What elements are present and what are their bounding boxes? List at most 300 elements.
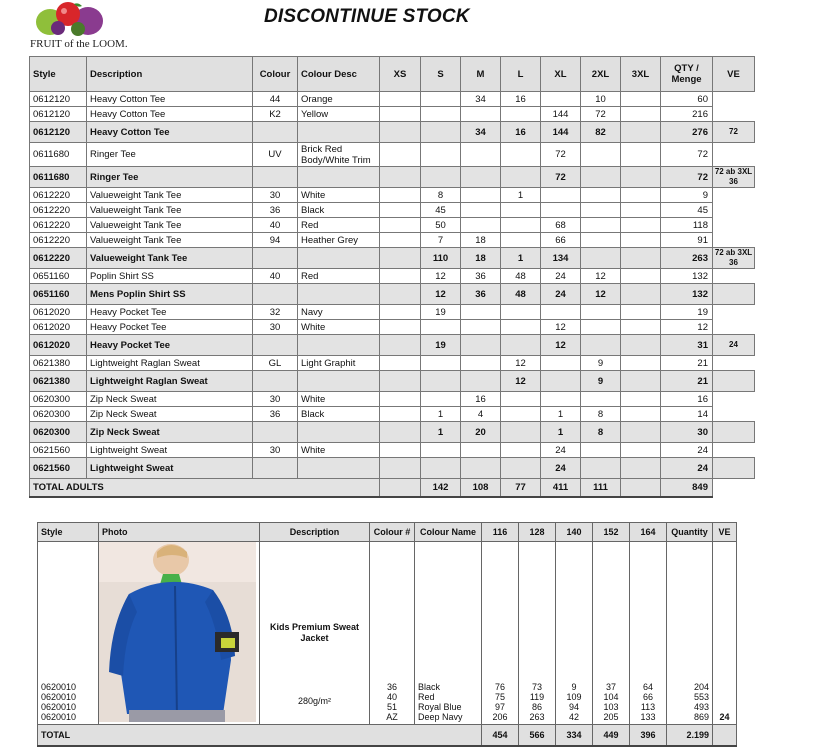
adult-stock-table bbox=[29, 56, 755, 498]
size-qty-m bbox=[461, 356, 501, 371]
colour-desc: Red bbox=[298, 269, 380, 284]
kids-total-label: TOTAL bbox=[38, 725, 482, 747]
kids-product-name: Kids Premium Sweat Jacket bbox=[269, 622, 360, 643]
stock-row bbox=[30, 143, 755, 167]
row-quantity: 72 bbox=[661, 167, 713, 188]
size-qty-l: 1 bbox=[501, 248, 541, 269]
size-qty-xs bbox=[380, 107, 421, 122]
style-code: 0611680 bbox=[30, 143, 87, 167]
size-qty-xl bbox=[541, 188, 581, 203]
colour-code bbox=[253, 335, 298, 356]
col-2xl: 2XL bbox=[581, 57, 621, 92]
size-qty-s: 45 bbox=[421, 203, 461, 218]
kids-colour-name-cell bbox=[415, 542, 482, 725]
size-qty-xxxl bbox=[621, 422, 661, 443]
kids-size-value: 103 bbox=[603, 702, 619, 712]
colour-code: 30 bbox=[253, 320, 298, 335]
size-qty-l: 1 bbox=[501, 188, 541, 203]
size-qty-s: 19 bbox=[421, 335, 461, 356]
ve-value bbox=[713, 443, 755, 458]
ve-value: 72 ab 3XL 36 bbox=[713, 248, 755, 269]
size-qty-s: 1 bbox=[421, 407, 461, 422]
size-qty-xxxl bbox=[621, 371, 661, 392]
colour-desc: Yellow bbox=[298, 107, 380, 122]
size-qty-l bbox=[501, 335, 541, 356]
size-qty-l: 12 bbox=[501, 371, 541, 392]
size-qty-l: 12 bbox=[501, 356, 541, 371]
size-qty-l bbox=[501, 143, 541, 167]
row-quantity: 19 bbox=[661, 305, 713, 320]
size-qty-xl: 66 bbox=[541, 233, 581, 248]
size-qty-xs bbox=[380, 248, 421, 269]
size-qty-xs bbox=[380, 458, 421, 479]
colour-desc: White bbox=[298, 443, 380, 458]
size-qty-xl bbox=[541, 392, 581, 407]
ve-value bbox=[713, 107, 755, 122]
size-qty-xs bbox=[380, 392, 421, 407]
size-qty-xl: 72 bbox=[541, 167, 581, 188]
size-qty-m bbox=[461, 458, 501, 479]
size-qty-xs bbox=[380, 422, 421, 443]
kids-colour-num: 40 bbox=[386, 692, 397, 702]
size-qty-s: 8 bbox=[421, 188, 461, 203]
total-size-l: 77 bbox=[501, 479, 541, 498]
size-qty-xxl: 72 bbox=[581, 107, 621, 122]
row-quantity: 21 bbox=[661, 371, 713, 392]
size-qty-s bbox=[421, 143, 461, 167]
total-size-m: 108 bbox=[461, 479, 501, 498]
colour-code: 44 bbox=[253, 92, 298, 107]
stock-row bbox=[30, 233, 755, 248]
kids-size-value: 76 bbox=[494, 682, 505, 692]
size-qty-xl: 12 bbox=[541, 320, 581, 335]
size-qty-l bbox=[501, 443, 541, 458]
item-description: Heavy Pocket Tee bbox=[87, 305, 253, 320]
size-qty-xxxl bbox=[621, 443, 661, 458]
ve-value bbox=[713, 233, 755, 248]
colour-desc: Brick Red Body/White Trim bbox=[298, 143, 380, 167]
col-3xl: 3XL bbox=[621, 57, 661, 92]
kids-style-value: 0620010 bbox=[41, 702, 77, 712]
stock-row bbox=[30, 356, 755, 371]
colour-desc bbox=[298, 284, 380, 305]
style-code: 0621560 bbox=[30, 458, 87, 479]
row-quantity: 118 bbox=[661, 218, 713, 233]
total-adults-row bbox=[30, 479, 755, 498]
stock-row bbox=[30, 269, 755, 284]
kids-col-colour-num: Colour # bbox=[370, 523, 415, 542]
size-qty-xxxl bbox=[621, 305, 661, 320]
colour-desc bbox=[298, 122, 380, 143]
size-qty-l: 48 bbox=[501, 284, 541, 305]
size-qty-m: 16 bbox=[461, 392, 501, 407]
colour-code: 30 bbox=[253, 188, 298, 203]
size-qty-xxl: 12 bbox=[581, 269, 621, 284]
ve-value bbox=[713, 218, 755, 233]
item-description: Valueweight Tank Tee bbox=[87, 188, 253, 203]
ve-value: 24 bbox=[713, 335, 755, 356]
size-qty-m bbox=[461, 218, 501, 233]
kids-size-value: 94 bbox=[568, 702, 579, 712]
size-qty-xl bbox=[541, 203, 581, 218]
ve-value: 72 ab 3XL 36 bbox=[713, 167, 755, 188]
total-size-xl: 411 bbox=[541, 479, 581, 498]
kids-quantity-value: 204 bbox=[693, 682, 709, 692]
kids-photo-cell bbox=[99, 542, 260, 725]
style-total-row bbox=[30, 248, 755, 269]
size-qty-xxl bbox=[581, 305, 621, 320]
size-qty-xl bbox=[541, 371, 581, 392]
size-qty-m bbox=[461, 203, 501, 218]
size-qty-xxl: 10 bbox=[581, 92, 621, 107]
size-qty-s: 7 bbox=[421, 233, 461, 248]
kids-product-row bbox=[38, 542, 737, 725]
item-description: Ringer Tee bbox=[87, 167, 253, 188]
size-qty-xl bbox=[541, 92, 581, 107]
size-qty-xs bbox=[380, 218, 421, 233]
colour-code bbox=[253, 122, 298, 143]
total-size-xs bbox=[380, 479, 421, 498]
item-description: Heavy Pocket Tee bbox=[87, 335, 253, 356]
size-qty-s: 12 bbox=[421, 269, 461, 284]
size-qty-xl: 1 bbox=[541, 422, 581, 443]
style-code: 0620300 bbox=[30, 422, 87, 443]
size-qty-xxl: 8 bbox=[581, 422, 621, 443]
kids-colour-num-cell bbox=[370, 542, 415, 725]
size-qty-m: 4 bbox=[461, 407, 501, 422]
style-code: 0621380 bbox=[30, 356, 87, 371]
row-quantity: 60 bbox=[661, 92, 713, 107]
size-qty-m bbox=[461, 167, 501, 188]
kids-col-photo: Photo bbox=[99, 523, 260, 542]
colour-code bbox=[253, 371, 298, 392]
item-description: Valueweight Tank Tee bbox=[87, 218, 253, 233]
kids-quantity-value: 869 bbox=[693, 712, 709, 722]
size-qty-l: 16 bbox=[501, 122, 541, 143]
size-qty-s: 19 bbox=[421, 305, 461, 320]
size-qty-xxxl bbox=[621, 92, 661, 107]
kids-total-152: 449 bbox=[593, 725, 630, 747]
row-quantity: 72 bbox=[661, 143, 713, 167]
ve-value bbox=[713, 371, 755, 392]
size-qty-xs bbox=[380, 443, 421, 458]
size-qty-l bbox=[501, 392, 541, 407]
col-qty: QTY / Menge bbox=[661, 57, 713, 92]
size-qty-xl: 144 bbox=[541, 122, 581, 143]
size-qty-xl: 68 bbox=[541, 218, 581, 233]
style-total-row bbox=[30, 335, 755, 356]
size-qty-xxl bbox=[581, 443, 621, 458]
size-qty-xxl bbox=[581, 458, 621, 479]
size-qty-xxxl bbox=[621, 458, 661, 479]
colour-desc bbox=[298, 371, 380, 392]
size-qty-xs bbox=[380, 371, 421, 392]
kids-size-value: 206 bbox=[492, 712, 508, 722]
row-quantity: 24 bbox=[661, 443, 713, 458]
colour-code bbox=[253, 248, 298, 269]
stock-row bbox=[30, 188, 755, 203]
size-qty-l bbox=[501, 320, 541, 335]
kids-total-row bbox=[38, 725, 737, 747]
ve-value bbox=[713, 407, 755, 422]
size-qty-xl: 72 bbox=[541, 143, 581, 167]
kids-col-colour-name: Colour Name bbox=[415, 523, 482, 542]
size-qty-l bbox=[501, 422, 541, 443]
size-qty-xxxl bbox=[621, 356, 661, 371]
kids-size-value: 64 bbox=[642, 682, 653, 692]
colour-code: K2 bbox=[253, 107, 298, 122]
size-qty-xxxl bbox=[621, 407, 661, 422]
size-qty-xs bbox=[380, 122, 421, 143]
style-code: 0612120 bbox=[30, 122, 87, 143]
kids-size-value: 133 bbox=[640, 712, 656, 722]
colour-desc bbox=[298, 458, 380, 479]
row-quantity: 45 bbox=[661, 203, 713, 218]
size-qty-l bbox=[501, 203, 541, 218]
row-quantity: 21 bbox=[661, 356, 713, 371]
kids-total-140: 334 bbox=[556, 725, 593, 747]
colour-code bbox=[253, 284, 298, 305]
colour-code: GL bbox=[253, 356, 298, 371]
colour-desc: Navy bbox=[298, 305, 380, 320]
size-qty-m bbox=[461, 143, 501, 167]
size-qty-xs bbox=[380, 320, 421, 335]
kids-size-value: 97 bbox=[494, 702, 505, 712]
style-code: 0620300 bbox=[30, 392, 87, 407]
style-code: 0621380 bbox=[30, 371, 87, 392]
ve-value bbox=[713, 284, 755, 305]
item-description: Lightweight Raglan Sweat bbox=[87, 371, 253, 392]
size-qty-l bbox=[501, 167, 541, 188]
colour-desc: Red bbox=[298, 218, 380, 233]
item-description: Ringer Tee bbox=[87, 143, 253, 167]
item-description: Lightweight Raglan Sweat bbox=[87, 356, 253, 371]
size-qty-xl: 24 bbox=[541, 284, 581, 305]
kids-size-value: 9 bbox=[571, 682, 577, 692]
total-ve bbox=[713, 479, 755, 498]
size-qty-xxl bbox=[581, 320, 621, 335]
total-size-xxl: 111 bbox=[581, 479, 621, 498]
colour-code bbox=[253, 458, 298, 479]
size-qty-m bbox=[461, 335, 501, 356]
size-qty-xl: 144 bbox=[541, 107, 581, 122]
kids-colour-name: Black bbox=[418, 682, 441, 692]
kids-col-140: 140 bbox=[556, 523, 593, 542]
size-qty-m: 36 bbox=[461, 269, 501, 284]
style-total-row bbox=[30, 167, 755, 188]
ve-value bbox=[713, 269, 755, 284]
col-l: L bbox=[501, 57, 541, 92]
ve-value bbox=[713, 392, 755, 407]
style-code: 0612020 bbox=[30, 305, 87, 320]
size-qty-xxxl bbox=[621, 167, 661, 188]
size-qty-m: 34 bbox=[461, 92, 501, 107]
brand-wordmark: FRUIT of the LOOM. bbox=[30, 38, 128, 50]
row-quantity: 30 bbox=[661, 422, 713, 443]
kids-total-116: 454 bbox=[482, 725, 519, 747]
size-qty-l: 48 bbox=[501, 269, 541, 284]
kids-size-value: 113 bbox=[640, 702, 656, 712]
colour-desc bbox=[298, 335, 380, 356]
kids-col-164: 164 bbox=[630, 523, 667, 542]
kids-quantity-value: 493 bbox=[693, 702, 709, 712]
size-qty-xl: 24 bbox=[541, 443, 581, 458]
kids-description-cell bbox=[260, 542, 370, 725]
size-qty-s bbox=[421, 167, 461, 188]
kids-total-quantity: 2.199 bbox=[667, 725, 713, 747]
size-qty-xl: 134 bbox=[541, 248, 581, 269]
size-qty-xs bbox=[380, 167, 421, 188]
kids-col-152: 152 bbox=[593, 523, 630, 542]
row-quantity: 132 bbox=[661, 284, 713, 305]
size-qty-xxl bbox=[581, 392, 621, 407]
kids-colour-name: Royal Blue bbox=[418, 702, 462, 712]
colour-code bbox=[253, 167, 298, 188]
style-total-row bbox=[30, 122, 755, 143]
style-total-row bbox=[30, 422, 755, 443]
colour-code: UV bbox=[253, 143, 298, 167]
size-qty-l bbox=[501, 305, 541, 320]
col-m: M bbox=[461, 57, 501, 92]
row-quantity: 9 bbox=[661, 188, 713, 203]
size-qty-xxl: 9 bbox=[581, 371, 621, 392]
total-size-xxxl bbox=[621, 479, 661, 498]
size-qty-s: 50 bbox=[421, 218, 461, 233]
size-qty-m: 18 bbox=[461, 233, 501, 248]
stock-row bbox=[30, 92, 755, 107]
total-size-s: 142 bbox=[421, 479, 461, 498]
item-description: Poplin Shirt SS bbox=[87, 269, 253, 284]
size-qty-s bbox=[421, 356, 461, 371]
size-qty-m bbox=[461, 320, 501, 335]
colour-code bbox=[253, 422, 298, 443]
size-qty-m bbox=[461, 305, 501, 320]
size-qty-s: 12 bbox=[421, 284, 461, 305]
kids-size-value: 73 bbox=[531, 682, 542, 692]
style-code: 0651160 bbox=[30, 269, 87, 284]
size-qty-l bbox=[501, 218, 541, 233]
stock-row bbox=[30, 392, 755, 407]
kids-size-value: 263 bbox=[529, 712, 545, 722]
style-code: 0612120 bbox=[30, 107, 87, 122]
item-description: Zip Neck Sweat bbox=[87, 392, 253, 407]
kids-size-116-cell bbox=[482, 542, 519, 725]
kids-style-value: 0620010 bbox=[41, 692, 77, 702]
size-qty-m bbox=[461, 107, 501, 122]
kids-size-164-cell bbox=[630, 542, 667, 725]
size-qty-xxl bbox=[581, 167, 621, 188]
size-qty-xl: 24 bbox=[541, 458, 581, 479]
kids-style-value: 0620010 bbox=[41, 712, 77, 722]
col-s: S bbox=[421, 57, 461, 92]
size-qty-xs bbox=[380, 92, 421, 107]
colour-code: 36 bbox=[253, 407, 298, 422]
row-quantity: 276 bbox=[661, 122, 713, 143]
col-xs: XS bbox=[380, 57, 421, 92]
style-code: 0612220 bbox=[30, 188, 87, 203]
size-qty-xxl: 12 bbox=[581, 284, 621, 305]
ve-value bbox=[713, 422, 755, 443]
size-qty-xxxl bbox=[621, 335, 661, 356]
item-description: Valueweight Tank Tee bbox=[87, 203, 253, 218]
size-qty-xl bbox=[541, 356, 581, 371]
size-qty-xl: 1 bbox=[541, 407, 581, 422]
item-description: Zip Neck Sweat bbox=[87, 407, 253, 422]
style-code: 0612220 bbox=[30, 248, 87, 269]
colour-code: 94 bbox=[253, 233, 298, 248]
size-qty-xs bbox=[380, 233, 421, 248]
kids-size-value: 86 bbox=[531, 702, 542, 712]
item-description: Heavy Cotton Tee bbox=[87, 122, 253, 143]
style-code: 0612220 bbox=[30, 203, 87, 218]
size-qty-xs bbox=[380, 356, 421, 371]
kids-colour-num: 36 bbox=[386, 682, 397, 692]
kids-size-value: 104 bbox=[603, 692, 619, 702]
ve-value: 72 bbox=[713, 122, 755, 143]
row-quantity: 12 bbox=[661, 320, 713, 335]
kids-product-weight: 280g/m² bbox=[297, 696, 332, 706]
kids-total-128: 566 bbox=[519, 725, 556, 747]
item-description: Valueweight Tank Tee bbox=[87, 233, 253, 248]
size-qty-s bbox=[421, 392, 461, 407]
colour-desc: White bbox=[298, 188, 380, 203]
col-style: Style bbox=[30, 57, 87, 92]
size-qty-xl bbox=[541, 305, 581, 320]
colour-desc: Light Graphit bbox=[298, 356, 380, 371]
kids-size-value: 75 bbox=[494, 692, 505, 702]
size-qty-xxxl bbox=[621, 248, 661, 269]
colour-code: 30 bbox=[253, 443, 298, 458]
colour-desc bbox=[298, 422, 380, 443]
row-quantity: 31 bbox=[661, 335, 713, 356]
ve-value bbox=[713, 356, 755, 371]
stock-row bbox=[30, 218, 755, 233]
kids-style-value: 0620010 bbox=[41, 682, 77, 692]
col-colour: Colour bbox=[253, 57, 298, 92]
kids-col-style: Style bbox=[38, 523, 99, 542]
item-description: Lightweight Sweat bbox=[87, 458, 253, 479]
item-description: Heavy Cotton Tee bbox=[87, 107, 253, 122]
kids-ve-cell: 24 bbox=[713, 542, 737, 725]
col-description: Description bbox=[87, 57, 253, 92]
size-qty-s bbox=[421, 320, 461, 335]
page-title: DISCONTINUE STOCK bbox=[264, 6, 470, 27]
kids-size-value: 66 bbox=[642, 692, 653, 702]
style-code: 0612220 bbox=[30, 218, 87, 233]
size-qty-m: 20 bbox=[461, 422, 501, 443]
size-qty-s bbox=[421, 107, 461, 122]
size-qty-xxxl bbox=[621, 218, 661, 233]
colour-desc: White bbox=[298, 320, 380, 335]
colour-desc: Black bbox=[298, 203, 380, 218]
size-qty-xs bbox=[380, 269, 421, 284]
size-qty-xxxl bbox=[621, 122, 661, 143]
size-qty-xxl bbox=[581, 233, 621, 248]
row-quantity: 263 bbox=[661, 248, 713, 269]
item-description: Lightweight Sweat bbox=[87, 443, 253, 458]
stock-row bbox=[30, 443, 755, 458]
style-code: 0612020 bbox=[30, 335, 87, 356]
ve-value bbox=[713, 143, 755, 167]
style-code: 0612020 bbox=[30, 320, 87, 335]
colour-desc bbox=[298, 167, 380, 188]
size-qty-xxl bbox=[581, 143, 621, 167]
ve-value bbox=[713, 458, 755, 479]
colour-desc: Orange bbox=[298, 92, 380, 107]
stock-row bbox=[30, 407, 755, 422]
ve-value bbox=[713, 92, 755, 107]
ve-value bbox=[713, 188, 755, 203]
